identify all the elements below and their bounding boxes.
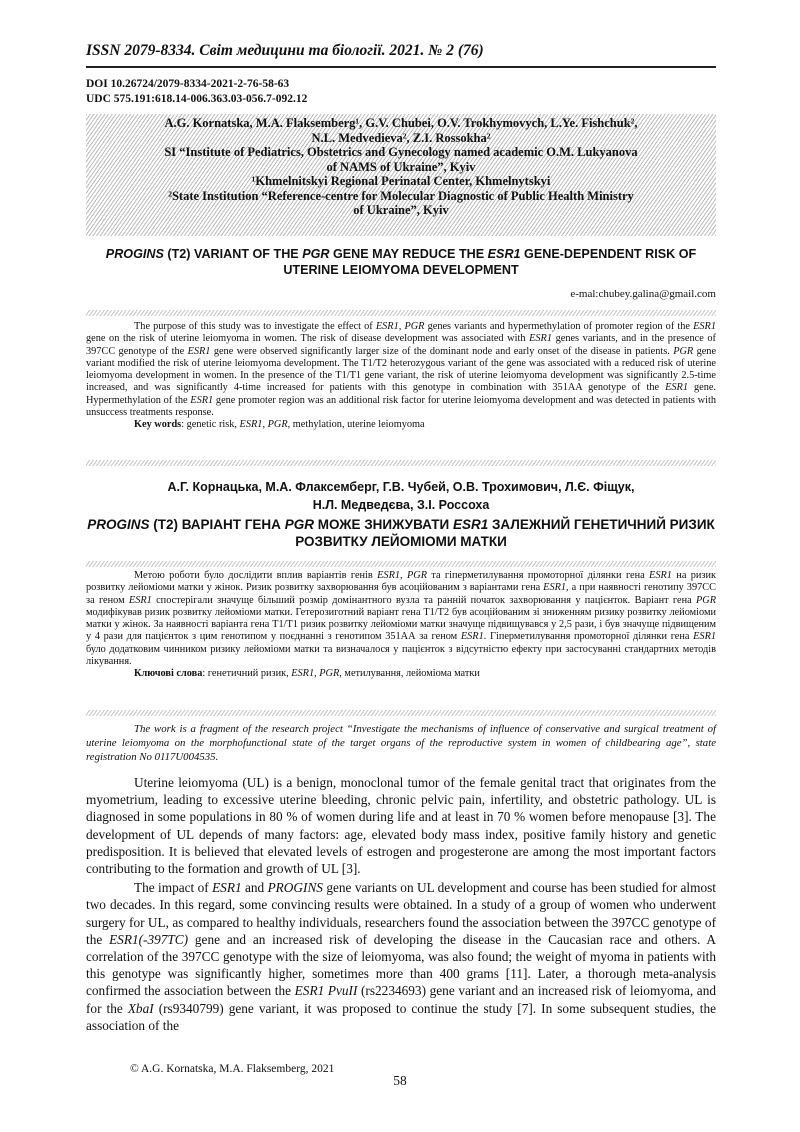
doi: DOI 10.26724/2079-8334-2021-2-76-58-63 xyxy=(86,78,290,90)
title-text: (Т2) ВАРІАНТ ГЕНА xyxy=(149,517,285,532)
gene-term: PGR xyxy=(267,419,288,431)
gene-term: ESR1 xyxy=(460,631,484,643)
title-text: GENE-DEPENDENT RISK OF UTERINE LEIOMYOMA DEVELOPMENT xyxy=(283,247,697,277)
authors-ua-line: Н.Л. Медведєва, З.І. Россоха xyxy=(312,498,490,512)
gene-term: ESR1 xyxy=(190,394,214,406)
affiliation-line: N.L. Medvedieva², Z.I. Rossokha² xyxy=(311,130,491,145)
body-text: The impact of xyxy=(134,880,213,896)
keywords-en xyxy=(86,419,716,431)
gene-term: PGR xyxy=(673,345,694,357)
body-text: (rs9340799) gene variant, it was proposed to continue the study [7]. In some subsequent studies, the association of the xyxy=(86,1000,716,1033)
abstract-text: на ризик розвитку лейоміоми матки у жінок. Ризик розвитку захворювання був асоційованим з варіантами гена xyxy=(86,570,716,594)
contact-email: e-mal:chubey.galina@gmail.com xyxy=(570,288,716,300)
keywords-text: , methylation, uterine leiomyoma xyxy=(287,419,425,431)
body-paragraph xyxy=(86,879,716,1034)
gene-term: ESR1, PGR, xyxy=(291,668,342,680)
article-title-en xyxy=(86,246,716,278)
abstract-text: gene were observed significantly larger size of the dominant node and early onset of the disease in patients. xyxy=(210,345,674,357)
affiliation-line: SI “Institute of Pediatrics, Obstetrics and Gynecology named academic O.M. Lukyanova xyxy=(164,145,638,159)
body-text: and xyxy=(241,880,268,896)
abstract-text: gene on the risk of uterine leiomyoma in women. The risk of disease development was associated with xyxy=(86,333,530,345)
funding-text: The work is a fragment of the research project “ xyxy=(134,723,353,735)
affiliation-line: A.G. Kornatska, M.A. Flaksemberg¹, G.V. Chubei, O.V. Trokhymovych, L.Ye. Fishchuk², xyxy=(164,116,638,130)
abstract-ua-text xyxy=(86,570,716,668)
divider-bottom-abstract-ua xyxy=(86,710,716,716)
title-gene-term: ESR1 xyxy=(487,247,521,261)
title-text: GENE MAY REDUCE THE xyxy=(329,247,488,261)
title-text: МОЖЕ ЗНИЖУВАТИ xyxy=(313,517,453,532)
gene-term: ESR1 xyxy=(187,345,211,357)
abstract-text: спостерігали значуще більший розмір домінантного вузла та ранній початок захворювання у пацієнток. Варіант гена xyxy=(151,594,696,606)
gene-term: PGR xyxy=(695,594,716,606)
abstract-text: Метою роботи було дослідити вплив варіантів генів xyxy=(134,570,378,581)
title-gene-term: PROGINS xyxy=(87,517,150,532)
udc: UDC 575.191:618.14-006.363.03-056.7-092.12 xyxy=(86,93,308,105)
copyright-notice: © A.G. Kornatska, M.A. Flaksemberg, 2021 xyxy=(130,1063,335,1075)
gene-term: ESR1 xyxy=(649,570,672,581)
article-body xyxy=(86,774,716,1034)
gene-term: PROGINS xyxy=(267,880,323,896)
keywords-ua xyxy=(86,668,716,680)
title-gene-term: PGR xyxy=(302,247,330,261)
abstract-ua xyxy=(86,570,716,681)
abstract-en-text xyxy=(86,321,716,419)
gene-term: ESR1 xyxy=(212,880,242,896)
divider-top-abstract-en xyxy=(86,310,716,316)
gene-term: ESR1, PGR xyxy=(375,321,425,332)
gene-term: ESR1 xyxy=(529,333,552,345)
funding-project-title: Investigate the mechanisms of influence of conservative and surgical treatment of uterine leiomyoma on the morphofunctional state of the target organs of the reproductive system in women of childbearing age xyxy=(86,723,716,749)
journal-header: ISSN 2079-8334. Світ медицини та біології. 2021. № 2 (76) xyxy=(86,42,484,59)
abstract-text: модифікував ризик розвитку лейоміоми матки. Гетерозиготний варіант гена Т1/Т2 був асоційованим зі зниженням ризику розвитку лейоміоми матки у жінок. За наявності варіанта гена Т1/Т1 ризик розвитку лейоміоми матки значуще підвищувався у 2,5 рази, і був значуще підвищеним у 4 рази для пацієнток з цим генотипом у поєднанні з генотипом 351АА за геном xyxy=(86,606,716,643)
body-text: gene variants on UL development and course has been studied for almost two decades. In this regard, some convincing results were obtained. In a study of a group of women who underwent surgery for UL, as compared to healthy individuals, researchers found the association between the 397CC genotype of the xyxy=(86,880,716,947)
gene-term: ESR1 xyxy=(693,631,717,643)
abstract-text: gene promoter region was an additional risk factor for uterine leiomyoma development and was detected in patients with unsuccess treatments response. xyxy=(86,394,716,419)
authors-ua-line: А.Г. Корнацька, М.А. Флаксемберг, Г.В. Чубей, О.В. Трохимович, Л.Є. Фіщук, xyxy=(167,480,635,494)
body-text: gene and an increased risk of developing the disease in the Caucasian race and others. A correlation of the 397CC genotype with the size of leiomyoma, was also found; the weight of myoma in patients with this genotype was significantly higher, sometimes more than 400 grams [11]. Later, a thorough meta-analysis confirmed the association between the xyxy=(86,931,717,999)
gene-term: PGR xyxy=(406,570,427,581)
affiliation-line: ²State Institution “Reference-centre for Molecular Diagnostic of Public Health Ministry xyxy=(168,188,634,203)
gene-term: ESR1 PvuII xyxy=(294,983,358,999)
abstract-text: The purpose of this study was to investigate the effect of xyxy=(134,321,376,332)
title-text: (T2) VARIANT OF THE xyxy=(163,247,303,261)
abstract-text: genes variants, and in the presence of 397CC genotype of the xyxy=(86,333,716,357)
funding-text: ”, state registration No 0117U004535. xyxy=(86,737,716,763)
keywords-label: Ключові слова xyxy=(134,668,203,680)
funding-note xyxy=(86,722,716,764)
abstract-text: genes variants and hypermethylation of promoter region of the xyxy=(424,321,694,332)
gene-term: ESR1, xyxy=(543,582,569,594)
affiliation-line: of NAMS of Ukraine”, Kyiv xyxy=(326,159,476,174)
abstract-text: gene variant modified the risk of uterine leiomyoma development. The T1/T2 heterozygous variant of the gene was associated with a reduced risk of uterine leiomyoma development in women. In the presence of the T1/T1 gene variant, the risk of uterine leiomyoma development was significantly 2.5-time increased, and was significantly 4-time increased for patients with this genotype in combination with 351AA genotype of the xyxy=(86,345,717,394)
gene-term: ESR1(-397TC) xyxy=(109,931,189,947)
keywords-text: , xyxy=(262,419,268,431)
abstract-text: а при наявності генотипу 397СС за геном xyxy=(86,582,716,606)
body-text: (rs2234693) gene variant and an increased risk of leiomyoma, and for the xyxy=(86,983,716,1016)
gene-term: ESR1 xyxy=(377,570,401,581)
title-gene-term: ESR1 xyxy=(452,517,489,532)
authors-ua xyxy=(86,478,716,514)
gene-term: ESR1 xyxy=(239,419,263,431)
keywords-label: Key words xyxy=(134,419,182,431)
page-number: 58 xyxy=(393,1073,407,1088)
title-gene-term: PGR xyxy=(284,517,314,532)
gene-term: ESR1 xyxy=(693,321,716,332)
authors-affiliations xyxy=(86,116,716,218)
abstract-text: gene. Hypermethylation of the xyxy=(86,382,717,406)
affiliation-line: ¹Khmelnitskyi Regional Perinatal Center, Khmelnytskyi xyxy=(251,174,551,188)
gene-term: ESR1 xyxy=(665,382,688,394)
affiliation-line: of Ukraine”, Kyiv xyxy=(353,203,449,217)
title-text: ЗАЛЕЖНИЙ ГЕНЕТИЧНИЙ РИЗИК РОЗВИТКУ ЛЕЙОМІОМИ МАТКИ xyxy=(295,517,715,549)
gene-term: ESR1 xyxy=(128,594,152,606)
abstract-text: та гіперметилування промоторної ділянки гена xyxy=(426,570,650,581)
gene-term: XbaI xyxy=(127,1000,154,1016)
keywords-text: метилування, лейоміома матки xyxy=(341,668,480,680)
article-title-ua xyxy=(86,516,716,550)
abstract-text: . Гіперметилування промоторної ділянки гена xyxy=(483,631,694,643)
abstract-text: , xyxy=(400,570,407,581)
divider-bottom-abstract-en xyxy=(86,460,716,466)
header-rule xyxy=(86,66,716,68)
body-paragraph: Uterine leiomyoma (UL) is a benign, monoclonal tumor of the female genital tract that originates from the myometrium, leading to excessive uterine bleeding, chronic pelvic pain, infertility, and obstetric pathology. UL is diagnosed in some populations in 80 % of women during life and at least in 70 % women before menopause [3]. The development of UL depends of many factors: age, elevated body mass index, positive family history and genetic predisposition. It is believed that elevated levels of estrogen and progesterone are among the most important factors contributing to the formation and growth of UL [3]. xyxy=(86,775,716,877)
keywords-text: : genetic risk, xyxy=(181,419,240,431)
title-gene-term: PROGINS xyxy=(105,247,164,261)
divider-top-abstract-ua xyxy=(86,561,716,567)
keywords-text: : генетичний ризик, xyxy=(202,668,292,680)
abstract-text: було додатковим чинником ризику лейоміоми матки та визначалося у пацієнток з відсутністю ефекту при застосуванні стандартних методів лікування. xyxy=(86,643,716,668)
article-identifiers xyxy=(86,77,307,107)
abstract-en xyxy=(86,321,716,432)
